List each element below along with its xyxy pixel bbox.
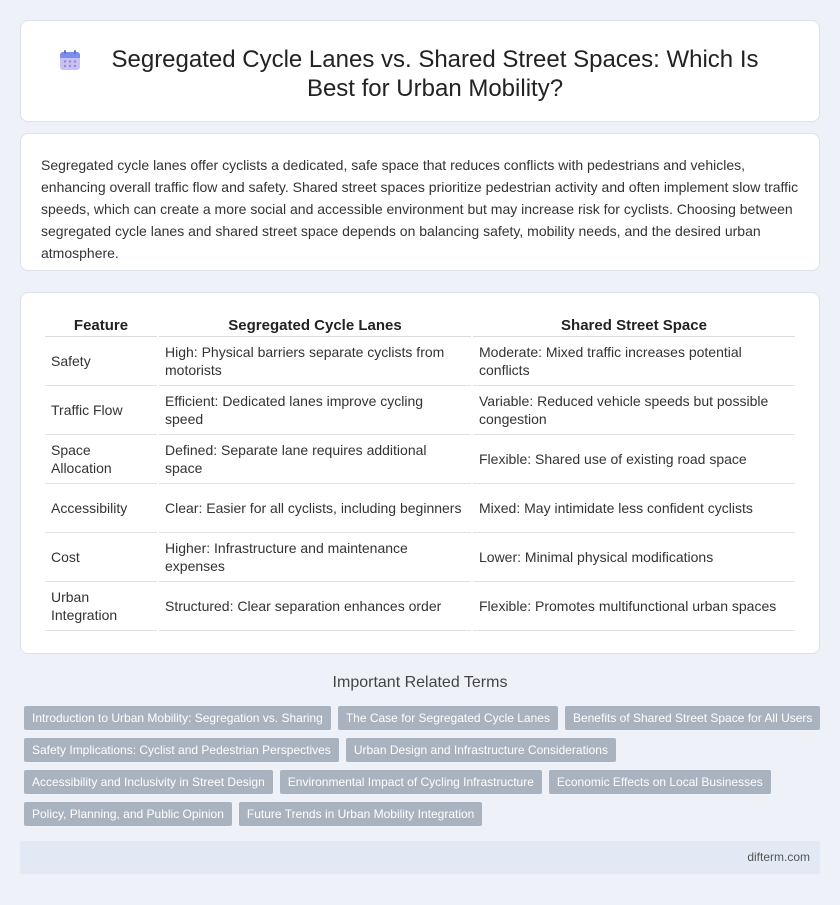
table-cell: Traffic Flow bbox=[45, 386, 157, 435]
column-header: Segregated Cycle Lanes bbox=[159, 315, 471, 337]
related-term-tag[interactable]: The Case for Segregated Cycle Lanes bbox=[338, 706, 558, 730]
footer-site-link[interactable]: difterm.com bbox=[747, 850, 810, 864]
related-term-tag[interactable]: Accessibility and Inclusivity in Street Design bbox=[24, 770, 273, 794]
title-card bbox=[20, 20, 820, 122]
table-cell: Space Allocation bbox=[45, 435, 157, 484]
table-cell: Mixed: May intimidate less confident cyclists bbox=[473, 484, 795, 533]
table-cell: Defined: Separate lane requires additional space bbox=[159, 435, 471, 484]
footer bbox=[20, 841, 820, 874]
table-row bbox=[45, 484, 795, 533]
table-cell: Urban Integration bbox=[45, 582, 157, 631]
related-terms-title: Important Related Terms bbox=[332, 674, 508, 691]
comparison-table-card bbox=[20, 292, 820, 654]
table-row bbox=[45, 533, 795, 582]
intro-paragraph: Segregated cycle lanes offer cyclists a dedicated, safe space that reduces conflicts with pedestrians and vehicles, enhancing overall traffic flow and safety. Shared street spaces prioritize pedestrian activity and often implement slow traffic speeds, which can create a more social and accessible environment but may increase risk for cyclists. Choosing between segregated cycle lanes and shared street space depends on balancing safety, mobility needs, and the desired urban atmosphere. bbox=[41, 157, 799, 261]
related-term-tag[interactable]: Introduction to Urban Mobility: Segregation vs. Sharing bbox=[24, 706, 331, 730]
table-cell: Flexible: Shared use of existing road space bbox=[473, 435, 795, 484]
table-row bbox=[45, 386, 795, 435]
table-cell: Variable: Reduced vehicle speeds but possible congestion bbox=[473, 386, 795, 435]
table-cell: Cost bbox=[45, 533, 157, 582]
table-header-row bbox=[45, 315, 795, 337]
related-term-tag[interactable]: Benefits of Shared Street Space for All Users bbox=[565, 706, 820, 730]
table-cell: Structured: Clear separation enhances order bbox=[159, 582, 471, 631]
table-row bbox=[45, 582, 795, 631]
table-row bbox=[45, 435, 795, 484]
comparison-table bbox=[43, 315, 797, 631]
related-term-tag[interactable]: Urban Design and Infrastructure Considerations bbox=[346, 738, 616, 762]
table-cell: Moderate: Mixed traffic increases potential conflicts bbox=[473, 337, 795, 386]
table-row bbox=[45, 337, 795, 386]
table-cell: Safety bbox=[45, 337, 157, 386]
related-term-tag[interactable]: Safety Implications: Cyclist and Pedestrian Perspectives bbox=[24, 738, 339, 762]
table-cell: Lower: Minimal physical modifications bbox=[473, 533, 795, 582]
column-header: Feature bbox=[45, 315, 157, 337]
related-term-tag[interactable]: Environmental Impact of Cycling Infrastructure bbox=[280, 770, 542, 794]
table-cell: Higher: Infrastructure and maintenance expenses bbox=[159, 533, 471, 582]
related-terms-list bbox=[24, 706, 824, 834]
tag-row bbox=[24, 738, 824, 762]
tag-row bbox=[24, 706, 824, 730]
intro-card bbox=[20, 133, 820, 271]
table-cell: Efficient: Dedicated lanes improve cycling speed bbox=[159, 386, 471, 435]
table-cell: Accessibility bbox=[45, 484, 157, 533]
tag-row bbox=[24, 802, 824, 826]
related-term-tag[interactable]: Future Trends in Urban Mobility Integration bbox=[239, 802, 482, 826]
table-cell: High: Physical barriers separate cyclists from motorists bbox=[159, 337, 471, 386]
related-term-tag[interactable]: Economic Effects on Local Businesses bbox=[549, 770, 771, 794]
page-title: Segregated Cycle Lanes vs. Shared Street Spaces: Which Is Best for Urban Mobility? bbox=[111, 46, 759, 102]
table-cell: Clear: Easier for all cyclists, including beginners bbox=[159, 484, 471, 533]
tag-row bbox=[24, 770, 824, 794]
related-term-tag[interactable]: Policy, Planning, and Public Opinion bbox=[24, 802, 232, 826]
column-header: Shared Street Space bbox=[473, 315, 795, 337]
table-cell: Flexible: Promotes multifunctional urban spaces bbox=[473, 582, 795, 631]
